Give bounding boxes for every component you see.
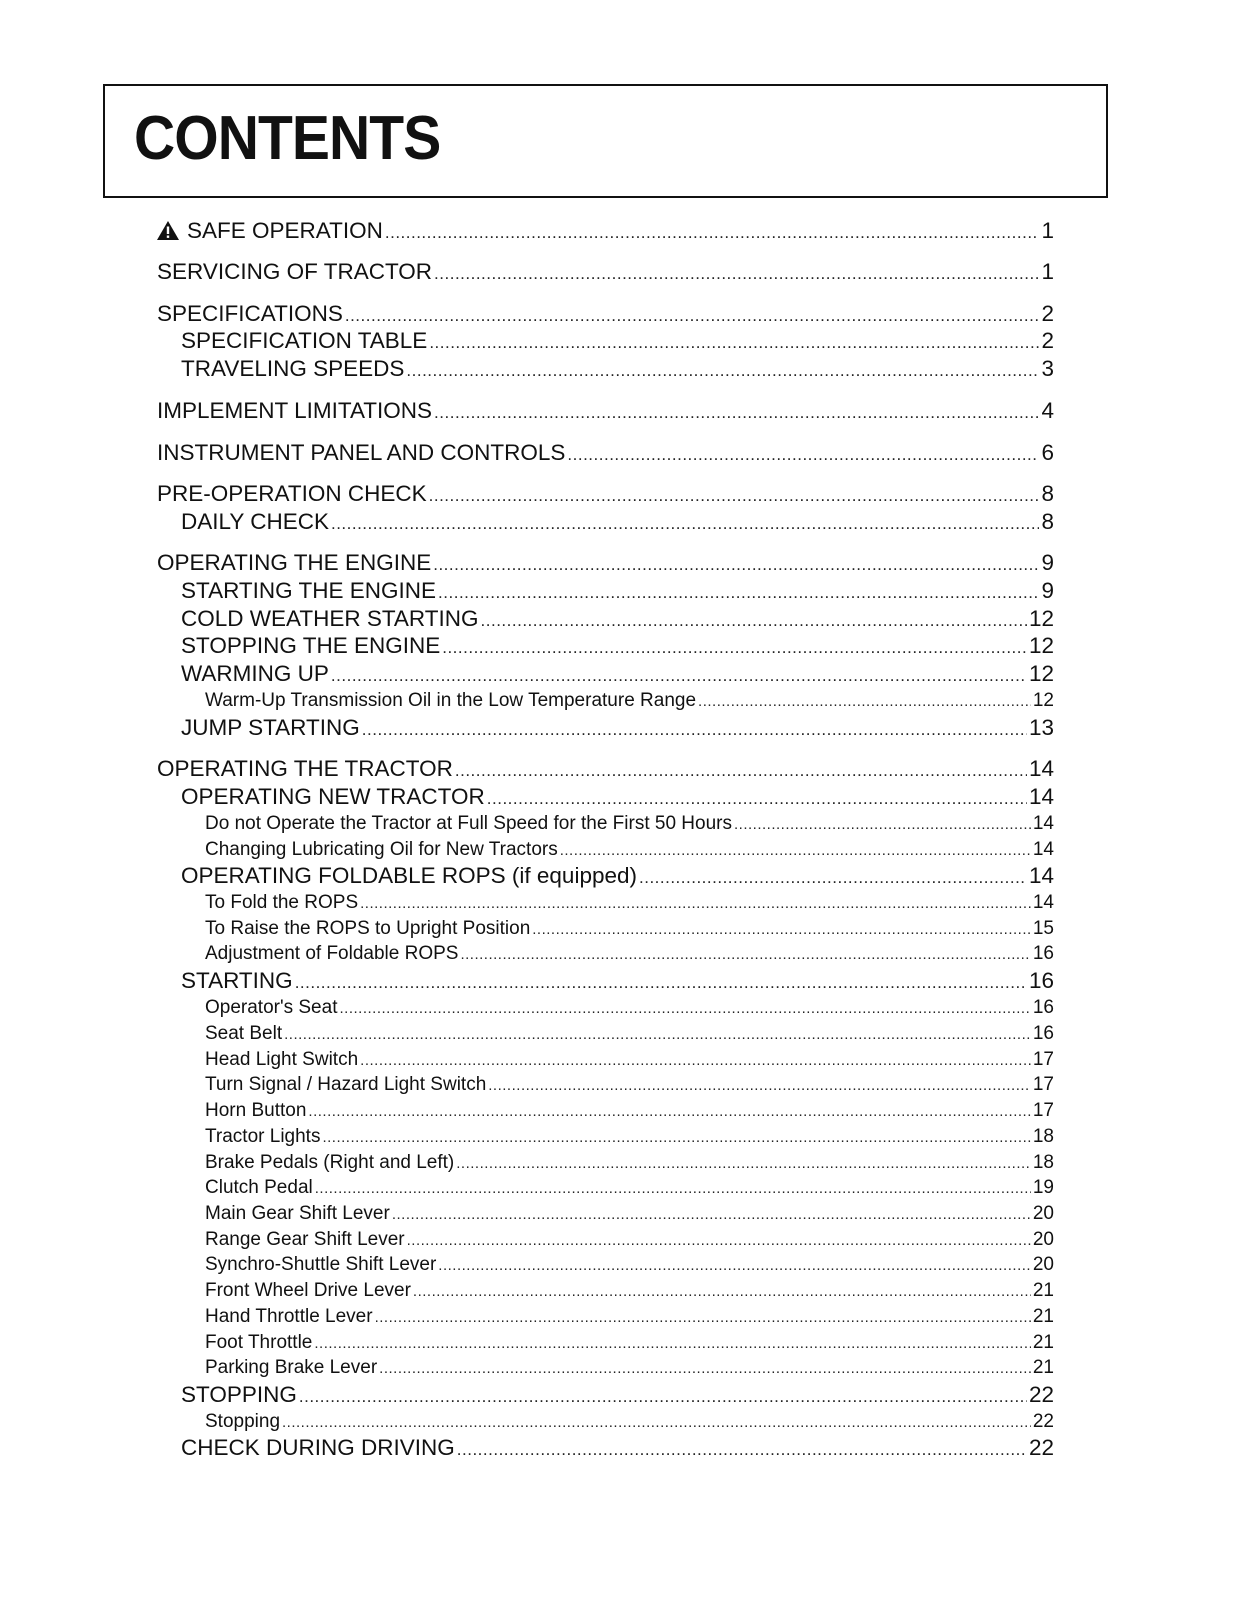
- toc-entry-label: To Raise the ROPS to Upright Position: [205, 918, 531, 940]
- toc-entry-title: [205, 943, 458, 965]
- toc-page-number: 1: [1041, 259, 1054, 285]
- dot-leader: [434, 403, 1039, 423]
- toc-entry-title: [205, 1280, 411, 1302]
- toc-entry-title: [181, 633, 440, 659]
- toc-entry[interactable]: [205, 1177, 1054, 1199]
- toc-entry-title: [205, 892, 358, 914]
- toc-page-number: 21: [1032, 1280, 1054, 1302]
- dot-leader: [488, 1077, 1031, 1094]
- toc-page-number: 18: [1032, 1152, 1054, 1174]
- toc-entry[interactable]: [205, 918, 1054, 940]
- dot-leader: [567, 445, 1039, 465]
- toc-entry[interactable]: [205, 892, 1054, 914]
- toc-entry[interactable]: [157, 259, 1054, 285]
- toc-page-number: 17: [1032, 1074, 1054, 1096]
- toc-page-number: 18: [1032, 1126, 1054, 1148]
- toc-page-number: 14: [1028, 756, 1054, 782]
- toc-page-number: 14: [1028, 863, 1054, 889]
- toc-entry[interactable]: [181, 633, 1054, 659]
- toc-page-number: 12: [1028, 661, 1054, 687]
- dot-leader: [331, 514, 1040, 534]
- toc-entry-title: [205, 997, 337, 1019]
- toc-entry-label: OPERATING THE ENGINE: [157, 550, 432, 576]
- toc-entry-label: SERVICING OF TRACTOR: [157, 259, 433, 285]
- toc-entry-title: [157, 440, 565, 466]
- toc-page-number: 17: [1032, 1049, 1054, 1071]
- dot-leader: [339, 1000, 1030, 1017]
- toc-entry-label: To Fold the ROPS: [205, 892, 359, 914]
- toc-entry[interactable]: [181, 715, 1054, 741]
- toc-entry-label: Adjustment of Foldable ROPS: [205, 943, 459, 965]
- toc-entry-title: [205, 1357, 377, 1379]
- toc-entry[interactable]: [157, 301, 1054, 327]
- toc-entry-title: [181, 328, 427, 354]
- dot-leader: [429, 333, 1039, 353]
- toc-entry-title: [181, 578, 436, 604]
- dot-leader: [392, 1206, 1031, 1223]
- toc-entry[interactable]: [181, 968, 1054, 994]
- toc-entry[interactable]: [181, 328, 1054, 354]
- dot-leader: [295, 973, 1027, 993]
- toc-entry-title: [205, 813, 732, 835]
- toc-entry[interactable]: [205, 1229, 1054, 1251]
- toc-page-number: 19: [1032, 1177, 1054, 1199]
- dot-leader: [362, 720, 1027, 740]
- toc-entry-title: [205, 1203, 390, 1225]
- toc-entry-title: [181, 606, 479, 632]
- toc-entry[interactable]: [205, 1074, 1054, 1096]
- dot-leader: [322, 1129, 1030, 1146]
- toc-page-number: 9: [1041, 578, 1054, 604]
- dot-leader: [308, 1103, 1030, 1120]
- toc-entry-label: STOPPING THE ENGINE: [181, 633, 441, 659]
- dot-leader: [315, 1180, 1031, 1197]
- toc-entry-label: SPECIFICATIONS: [157, 301, 343, 327]
- dot-leader: [433, 555, 1039, 575]
- toc-entry[interactable]: [205, 1023, 1054, 1045]
- toc-entry-title: [157, 218, 383, 244]
- toc-page-number: 14: [1028, 784, 1054, 810]
- toc-entry-title: [205, 1074, 486, 1096]
- toc-entry-label: Changing Lubricating Oil for New Tractors: [205, 839, 558, 861]
- toc-entry-title: [181, 968, 293, 994]
- toc-entry[interactable]: [181, 509, 1054, 535]
- dot-leader: [457, 1440, 1027, 1460]
- dot-leader: [560, 842, 1031, 859]
- toc-entry-title: [181, 356, 404, 382]
- dot-leader: [314, 1335, 1030, 1352]
- toc-entry-label: IMPLEMENT LIMITATIONS: [157, 398, 433, 424]
- dot-leader: [434, 264, 1039, 284]
- toc-entry-title: [205, 1306, 373, 1328]
- toc-page-number: 17: [1032, 1100, 1054, 1122]
- toc-entry-label: Range Gear Shift Lever: [205, 1229, 405, 1251]
- toc-entry-title: [205, 690, 696, 712]
- toc-entry-label: STARTING THE ENGINE: [181, 578, 437, 604]
- toc-entry-label: PRE-OPERATION CHECK: [157, 481, 427, 507]
- dot-leader: [698, 693, 1031, 710]
- toc-entry-label: OPERATING FOLDABLE ROPS (if equipped): [181, 863, 637, 889]
- toc-page-number: 21: [1032, 1357, 1054, 1379]
- toc-page-number: 12: [1032, 690, 1054, 712]
- toc-entry-title: [181, 509, 329, 535]
- toc-entry[interactable]: [205, 1254, 1054, 1276]
- toc-page-number: 4: [1041, 398, 1054, 424]
- toc-entry[interactable]: [205, 813, 1054, 835]
- toc-page-number: 22: [1032, 1411, 1054, 1433]
- toc-entry-title: [205, 1126, 320, 1148]
- toc-entry[interactable]: [157, 440, 1054, 466]
- toc-entry[interactable]: [157, 398, 1054, 424]
- toc-entry-label: JUMP STARTING: [181, 715, 360, 741]
- toc-entry-label: Foot Throttle: [205, 1332, 313, 1354]
- toc-page-number: 6: [1041, 440, 1054, 466]
- toc-entry[interactable]: [181, 784, 1054, 810]
- toc-entry-title: [181, 1382, 297, 1408]
- dot-leader: [438, 1257, 1031, 1274]
- toc-entry[interactable]: [205, 1332, 1054, 1354]
- toc-entry-title: [205, 1023, 282, 1045]
- toc-entry-label: Hand Throttle Lever: [205, 1306, 373, 1328]
- toc-entry-title: [157, 550, 431, 576]
- warning-triangle-icon: [157, 221, 179, 240]
- toc-page-number: 16: [1032, 1023, 1054, 1045]
- contents-header-box: [103, 84, 1108, 198]
- toc-entry-label: Tractor Lights: [205, 1126, 321, 1148]
- toc-entry-label: Head Light Switch: [205, 1049, 359, 1071]
- toc-entry-title: [205, 918, 530, 940]
- toc-entry[interactable]: [157, 550, 1054, 576]
- dot-leader: [429, 486, 1040, 506]
- toc-entry[interactable]: [181, 1435, 1054, 1461]
- toc-entry-label: SPECIFICATION TABLE: [181, 328, 428, 354]
- dot-leader: [413, 1283, 1031, 1300]
- toc-entry[interactable]: [205, 1126, 1054, 1148]
- toc-page-number: 14: [1032, 892, 1054, 914]
- toc-entry-label: OPERATING THE TRACTOR: [157, 756, 453, 782]
- toc-entry[interactable]: [157, 481, 1054, 507]
- toc-entry-title: [181, 715, 360, 741]
- toc-entry-label: Horn Button: [205, 1100, 307, 1122]
- toc-entry[interactable]: [205, 943, 1054, 965]
- toc-entry[interactable]: [205, 1152, 1054, 1174]
- toc-page-number: 2: [1041, 301, 1054, 327]
- toc-entry-label: DAILY CHECK: [181, 509, 329, 535]
- toc-page-number: 12: [1028, 606, 1054, 632]
- toc-entry-label: CHECK DURING DRIVING: [181, 1435, 455, 1461]
- page-title: CONTENTS: [134, 104, 441, 173]
- toc-entry-title: [205, 1152, 454, 1174]
- toc-entry-label: Front Wheel Drive Lever: [205, 1280, 411, 1302]
- toc-page-number: 3: [1041, 356, 1054, 382]
- toc-entry-label: Parking Brake Lever: [205, 1357, 378, 1379]
- toc-page-number: 9: [1041, 550, 1054, 576]
- toc-entry[interactable]: [157, 218, 1054, 244]
- toc-page-number: 12: [1028, 633, 1054, 659]
- toc-page-number: 2: [1041, 328, 1054, 354]
- toc-entry-label: Warm-Up Transmission Oil in the Low Temperature Range: [205, 690, 697, 712]
- toc-entry-title: [205, 1411, 280, 1433]
- toc-entry-title: [205, 1049, 358, 1071]
- toc-entry[interactable]: [157, 756, 1054, 782]
- toc-entry-label: Stopping: [205, 1411, 281, 1433]
- dot-leader: [481, 611, 1027, 631]
- toc-entry-label: INSTRUMENT PANEL AND CONTROLS: [157, 440, 566, 466]
- toc-entry[interactable]: [181, 606, 1054, 632]
- dot-leader: [487, 789, 1027, 809]
- dot-leader: [639, 868, 1027, 888]
- toc-page-number: 16: [1032, 943, 1054, 965]
- toc-entry-title: [181, 1435, 455, 1461]
- toc-page-number: 14: [1032, 839, 1054, 861]
- toc-entry[interactable]: [205, 1357, 1054, 1379]
- dot-leader: [385, 223, 1040, 243]
- toc-entry-label: Main Gear Shift Lever: [205, 1203, 390, 1225]
- toc-page-number: 20: [1032, 1203, 1054, 1225]
- toc-entry-label: TRAVELING SPEEDS: [181, 356, 405, 382]
- dot-leader: [532, 921, 1031, 938]
- toc-entry-title: [205, 1177, 313, 1199]
- dot-leader: [406, 361, 1039, 381]
- toc-entry-title: [157, 259, 432, 285]
- dot-leader: [360, 1052, 1031, 1069]
- toc-entry[interactable]: [205, 1306, 1054, 1328]
- toc-entry-label: Synchro-Shuttle Shift Lever: [205, 1254, 437, 1276]
- toc-page-number: 20: [1032, 1229, 1054, 1251]
- toc-entry[interactable]: [205, 839, 1054, 861]
- toc-page-number: 8: [1041, 509, 1054, 535]
- toc-page-number: 8: [1041, 481, 1054, 507]
- dot-leader: [379, 1360, 1031, 1377]
- dot-leader: [282, 1414, 1031, 1431]
- toc-page-number: 16: [1028, 968, 1054, 994]
- toc-entry[interactable]: [205, 690, 1054, 712]
- toc-entry-label: Do not Operate the Tractor at Full Speed for the First 50 Hours: [205, 813, 732, 835]
- toc-entry-label: Clutch Pedal: [205, 1177, 313, 1199]
- dot-leader: [345, 306, 1040, 326]
- toc-entry-title: [181, 784, 485, 810]
- toc-entry-label: WARMING UP: [181, 661, 329, 687]
- dot-leader: [442, 638, 1027, 658]
- toc-entry[interactable]: [205, 1100, 1054, 1122]
- dot-leader: [438, 583, 1039, 603]
- toc-page-number: 1: [1041, 218, 1054, 244]
- toc-entry-label: STOPPING: [181, 1382, 297, 1408]
- toc-entry-title: [157, 301, 343, 327]
- toc-page-number: 22: [1028, 1382, 1054, 1408]
- toc-entry-label: Operator's Seat: [205, 997, 338, 1019]
- toc-entry-label: OPERATING NEW TRACTOR: [181, 784, 485, 810]
- toc-entry-label: SAFE OPERATION: [187, 218, 383, 244]
- toc-entry-title: [205, 1100, 306, 1122]
- toc-entry-label: COLD WEATHER STARTING: [181, 606, 479, 632]
- toc-entry-title: [157, 481, 427, 507]
- toc-page-number: 13: [1028, 715, 1054, 741]
- toc-page-number: 20: [1032, 1254, 1054, 1276]
- toc-entry-title: [181, 661, 329, 687]
- toc-entry-label: Turn Signal / Hazard Light Switch: [205, 1074, 487, 1096]
- toc-entry[interactable]: [205, 1411, 1054, 1433]
- toc-entry[interactable]: [205, 1203, 1054, 1225]
- dot-leader: [460, 946, 1030, 963]
- toc-entry-title: [157, 756, 453, 782]
- dot-leader: [407, 1232, 1031, 1249]
- toc-entry[interactable]: [181, 578, 1054, 604]
- toc-entry[interactable]: [205, 997, 1054, 1019]
- toc-page-number: 15: [1032, 918, 1054, 940]
- dot-leader: [734, 816, 1031, 833]
- dot-leader: [456, 1155, 1031, 1172]
- dot-leader: [331, 666, 1027, 686]
- toc-entry-title: [157, 398, 432, 424]
- toc-entry[interactable]: [181, 863, 1054, 889]
- toc-entry-label: Seat Belt: [205, 1023, 283, 1045]
- toc-page-number: 21: [1032, 1306, 1054, 1328]
- dot-leader: [375, 1309, 1031, 1326]
- toc-page-number: 22: [1028, 1435, 1054, 1461]
- toc-entry[interactable]: [205, 1049, 1054, 1071]
- toc-entry[interactable]: [181, 661, 1054, 687]
- toc-entry[interactable]: [181, 356, 1054, 382]
- toc-entry-label: Brake Pedals (Right and Left): [205, 1152, 455, 1174]
- toc-page-number: 21: [1032, 1332, 1054, 1354]
- toc-entry-title: [205, 1229, 405, 1251]
- toc-entry-title: [181, 863, 637, 889]
- toc-entry-title: [205, 839, 558, 861]
- dot-leader: [455, 761, 1027, 781]
- dot-leader: [360, 895, 1031, 912]
- toc-entry[interactable]: [181, 1382, 1054, 1408]
- toc-page-number: 14: [1032, 813, 1054, 835]
- dot-leader: [299, 1387, 1027, 1407]
- toc-entry[interactable]: [205, 1280, 1054, 1302]
- toc-entry-label: STARTING: [181, 968, 293, 994]
- dot-leader: [284, 1026, 1031, 1043]
- toc-page-number: 16: [1032, 997, 1054, 1019]
- toc-entry-title: [205, 1332, 312, 1354]
- toc-entry-title: [205, 1254, 436, 1276]
